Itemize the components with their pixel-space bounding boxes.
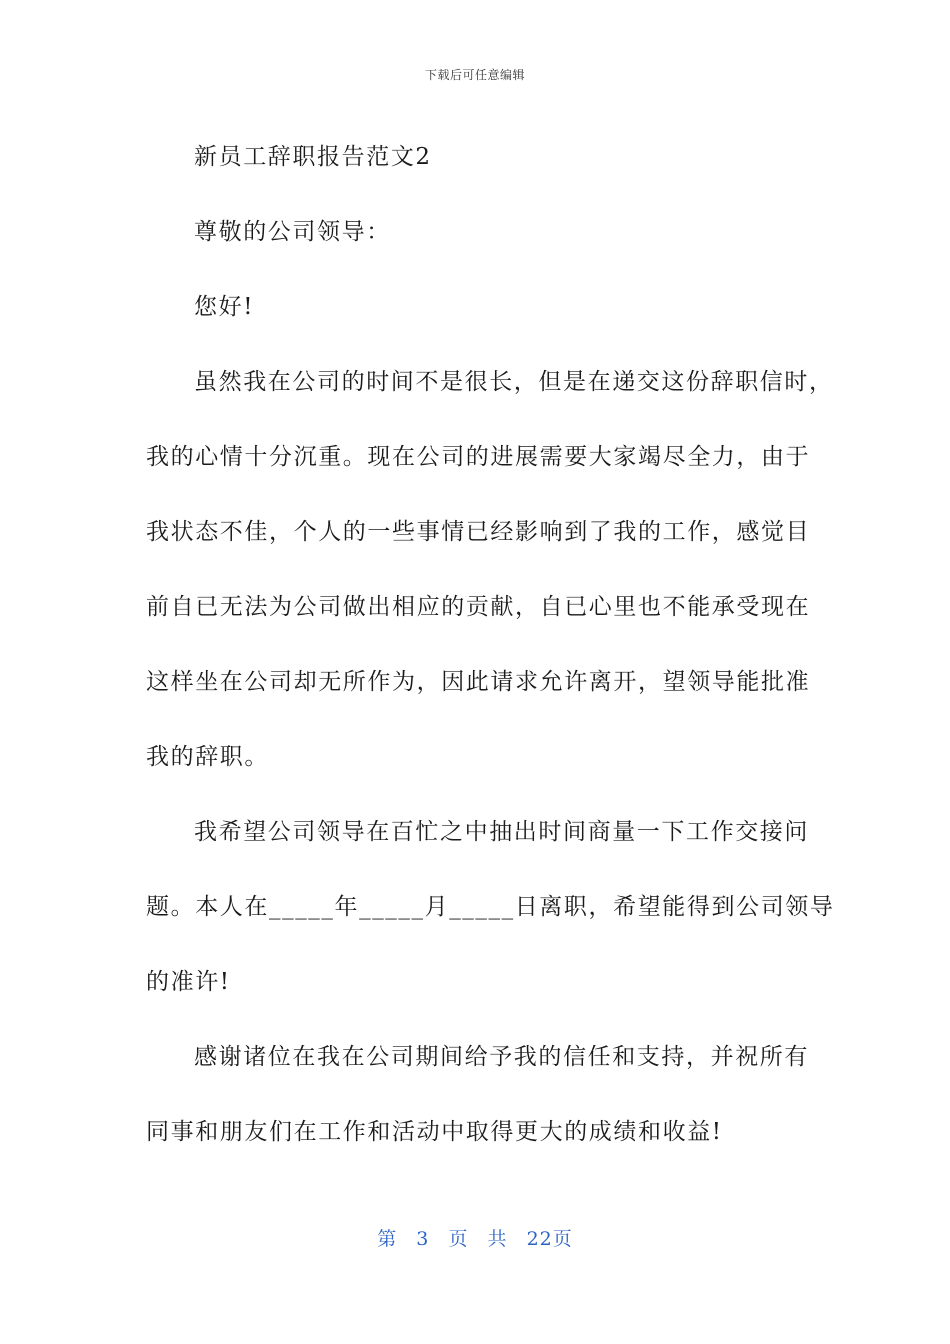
paragraph-line: 感谢诸位在我在公司期间给予我的信任和支持，并祝所有 [194,1044,809,1070]
salutation: 尊敬的公司领导： [194,219,391,245]
paragraph-line: 我的心情十分沉重。现在公司的进展需要大家竭尽全力，由于 [146,444,811,470]
paragraph-line: 题。本人在_____年_____月_____日离职，希望能得到公司领导 [146,894,835,920]
paragraph-line: 我的辞职。 [146,744,269,770]
paragraph-line: 我希望公司领导在百忙之中抽出时间商量一下工作交接问 [194,819,809,845]
current-page-number: 3 [416,1228,430,1250]
paragraph-line: 我状态不佳，个人的一些事情已经影响到了我的工作，感觉目 [146,519,811,545]
paragraph-line: 同事和朋友们在工作和活动中取得更大的成绩和收益! [146,1119,723,1145]
total-label: 共 [487,1228,508,1250]
paragraph-line: 前自已无法为公司做出相应的贡献，自已心里也不能承受现在 [146,594,811,620]
page-label-prefix: 第 [377,1228,398,1250]
header-note: 下载后可任意编辑 [424,68,525,82]
page-footer [0,1224,950,1251]
greeting: 您好! [194,294,255,320]
paragraph-line: 虽然我在公司的时间不是很长，但是在递交这份辞职信时， [194,369,834,395]
document-title: 新员工辞职报告范文2 [194,144,432,170]
total-pages: 22页 [526,1228,573,1250]
document-body [146,120,835,1170]
paragraph-line: 的准许! [146,969,231,995]
paragraph-line: 这样坐在公司却无所作为，因此请求允许离开，望领导能批准 [146,669,811,695]
page-label-mid: 页 [448,1228,469,1250]
